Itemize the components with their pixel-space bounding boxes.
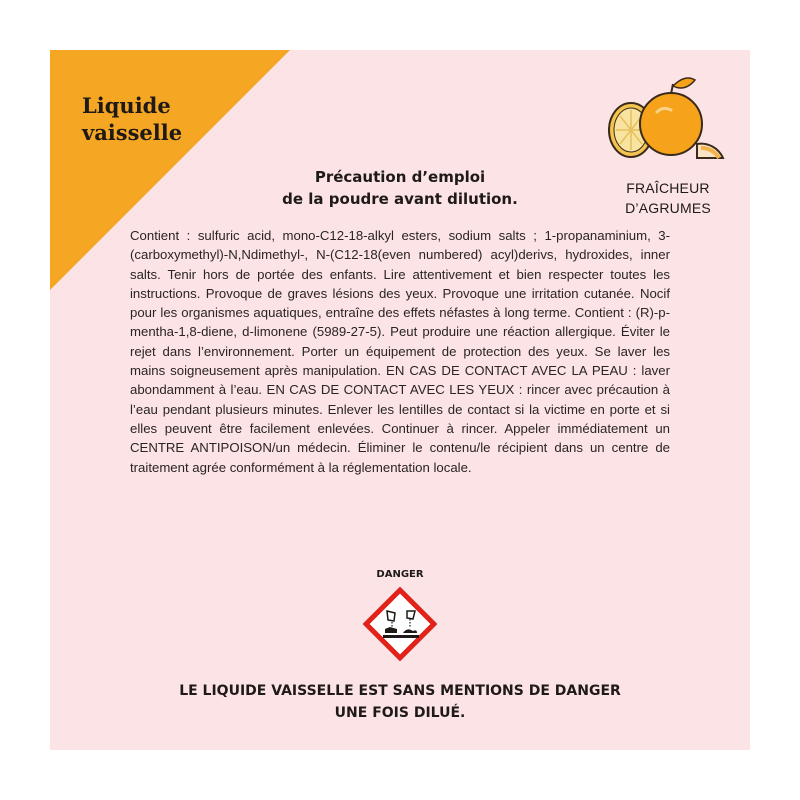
footer-line1: LE LIQUIDE VAISSELLE EST SANS MENTIONS DE DANGER <box>179 683 621 699</box>
citrus-fruits-icon <box>605 72 730 162</box>
ghs-corrosion-icon <box>363 587 437 661</box>
product-name-line2: vaisselle <box>82 120 183 145</box>
scent-line1: FRAÎCHEUR <box>626 180 710 196</box>
label-card <box>50 50 750 750</box>
precaution-heading <box>240 166 560 210</box>
footer-note <box>110 680 690 724</box>
precaution-body-text: Contient : sulfuric acid, mono-C12-18-alkyl esters, sodium salts ; 1-propanaminium, 3-(carboxymethyl)-N,Ndimethyl-, N-(C12-18(even numbered) acyl)derivs, hydroxides, inner salts. Tenir hors de portée des enfants. Lire attentivement et bien respecter toutes les instructions. Provoque de graves lésions des yeux. Provoque une irritation cutanée. Nocif pour les organismes aquatiques, entraîne des effets néfastes à long terme. Contient : (R)-p-mentha-1,8-diene, d-limonene (5989-27-5). Peut produire une réaction allergique. Éviter le rejet dans l’environnement. Porter un équipement de protection des yeux. Se laver les mains soigneusement après manipulation. EN CAS DE CONTACT AVEC LA PEAU : laver abondamment à l’eau. EN CAS DE CONTACT AVEC LES YEUX : rincer avec précaution à l’eau pendant plusieurs minutes. Enlever les lentilles de contact si la victime en porte et si elles peuvent être facilement enlevées. Continuer à rincer. Appeler immédiatement un CENTRE ANTIPOISON/un médecin. Éliminer le contenu/le récipient dans un centre de traitement agrée conformément à la réglementation locale. <box>130 228 670 475</box>
product-name <box>82 92 182 146</box>
scent-label <box>618 178 718 218</box>
danger-signal-word: DANGER <box>376 569 424 580</box>
scent-line2: D’AGRUMES <box>625 200 711 216</box>
heading-line1: Précaution d’emploi <box>314 168 486 186</box>
heading-line2: de la poudre avant dilution. <box>282 190 518 208</box>
product-name-line1: Liquide <box>82 93 171 118</box>
footer-line2: UNE FOIS DILUÉ. <box>334 705 466 721</box>
